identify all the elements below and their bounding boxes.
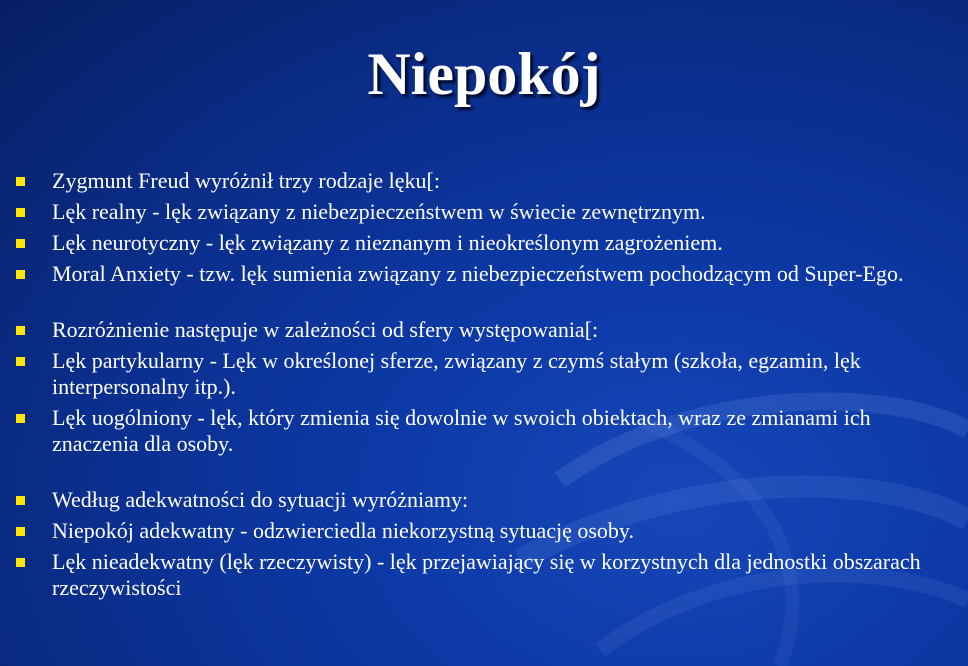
bullet-text: Rozróżnienie następuje w zależności od sfery występowania[: <box>52 317 599 342</box>
square-bullet-icon <box>16 326 25 335</box>
square-bullet-icon <box>16 558 25 567</box>
bullet-item <box>0 230 968 256</box>
bullet-text: Lęk uogólniony - lęk, który zmienia się dowolnie w swoich obiektach, wraz ze zmianami ich znaczenia dla osoby. <box>52 405 871 456</box>
bullet-text: Według adekwatności do sytuacji wyróżniamy: <box>52 487 469 512</box>
bullet-item <box>0 317 968 343</box>
bullet-list <box>0 168 968 606</box>
bullet-item <box>0 261 968 287</box>
square-bullet-icon <box>16 496 25 505</box>
bullet-item <box>0 518 968 544</box>
square-bullet-icon <box>16 239 25 248</box>
bullet-item <box>0 405 968 457</box>
square-bullet-icon <box>16 414 25 423</box>
bullet-text: Lęk neurotyczny - lęk związany z nieznanym i nieokreślonym zagrożeniem. <box>52 230 723 255</box>
bullet-item <box>0 348 968 400</box>
square-bullet-icon <box>16 270 25 279</box>
bullet-text: Zygmunt Freud wyróżnił trzy rodzaje lęku[: <box>52 168 440 193</box>
slide-title: Niepokój <box>367 41 601 107</box>
bullet-item <box>0 549 968 601</box>
square-bullet-icon <box>16 177 25 186</box>
bullet-text: Lęk nieadekwatny (lęk rzeczywisty) - lęk przejawiający się w korzystnych dla jednostki obszarach rzeczywistości <box>52 549 921 600</box>
square-bullet-icon <box>16 357 25 366</box>
bullet-item <box>0 487 968 513</box>
bullet-text: Lęk partykularny - Lęk w określonej sferze, związany z czymś stałym (szkoła, egzamin, lęk interpersonalny itp.). <box>52 348 861 399</box>
bullet-item <box>0 168 968 194</box>
bullet-text: Lęk realny - lęk związany z niebezpieczeństwem w świecie zewnętrznym. <box>52 199 706 224</box>
bullet-text: Niepokój adekwatny - odzwierciedla niekorzystną sytuację osoby. <box>52 518 634 543</box>
bullet-text: Moral Anxiety - tzw. lęk sumienia związany z niebezpieczeństwem pochodzącym od Super-Ego. <box>52 261 904 286</box>
bullet-item <box>0 199 968 225</box>
square-bullet-icon <box>16 208 25 217</box>
square-bullet-icon <box>16 527 25 536</box>
